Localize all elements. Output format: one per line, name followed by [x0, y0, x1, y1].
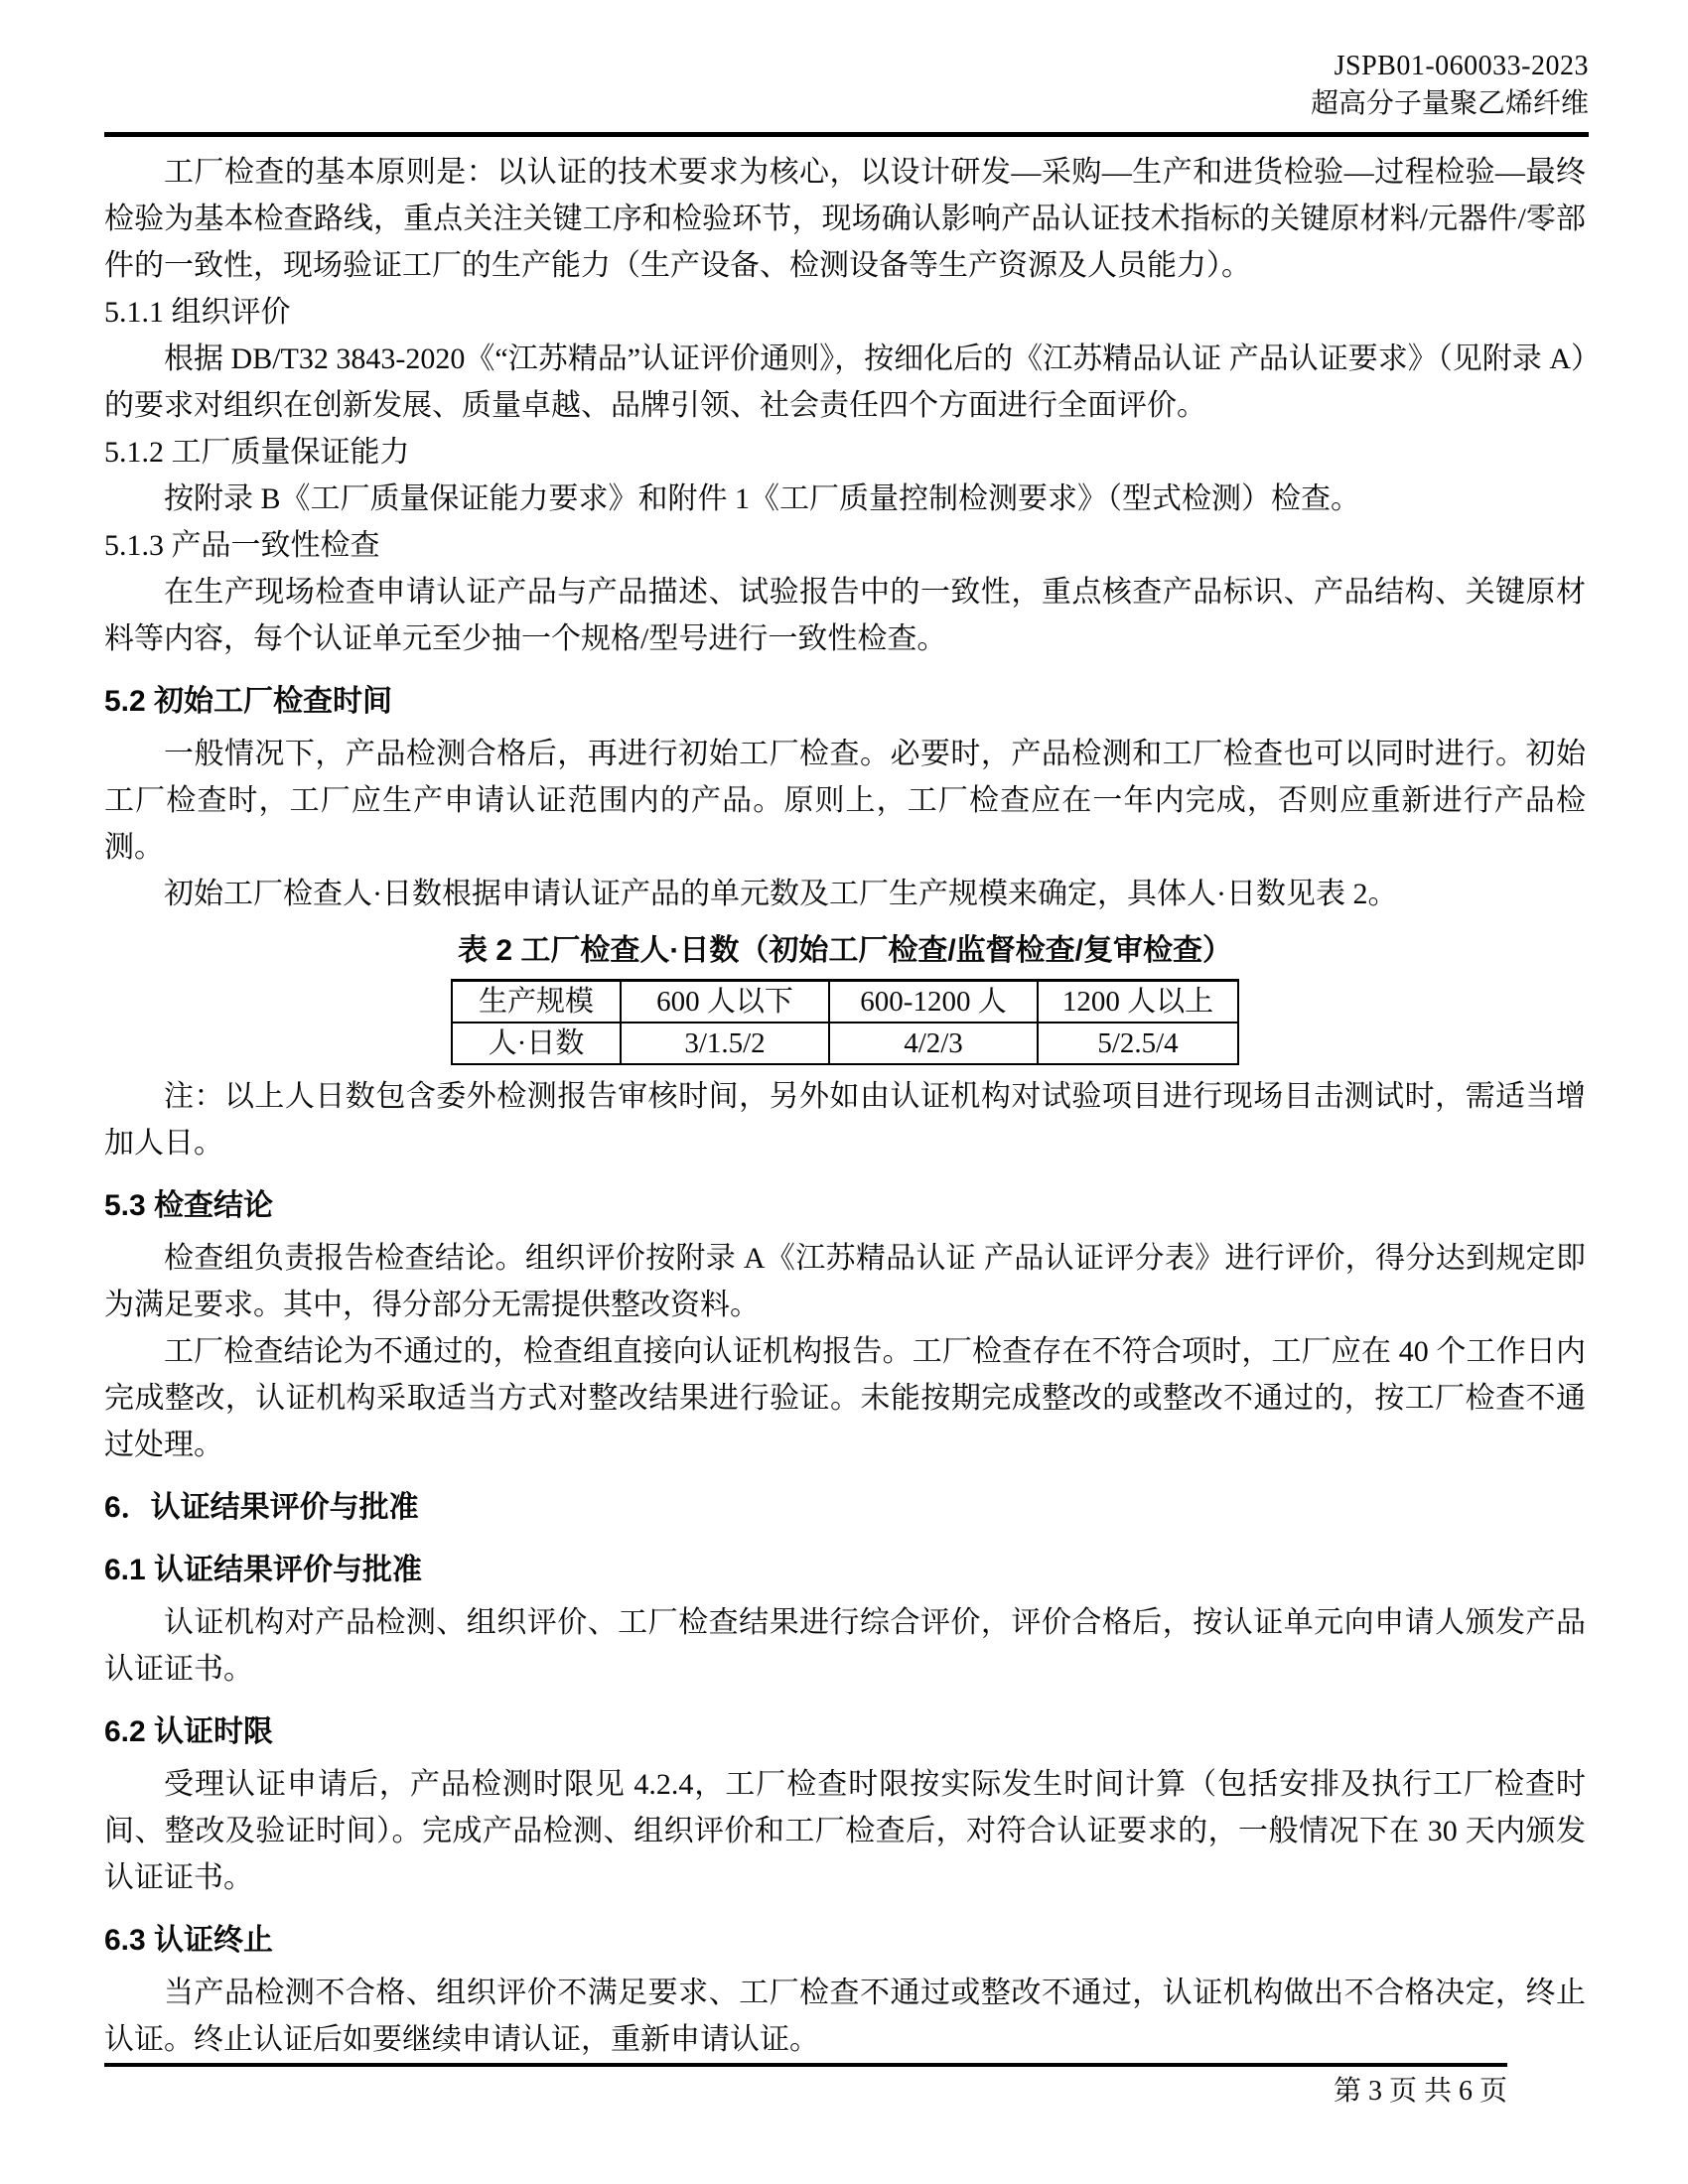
header-rule	[104, 132, 1589, 137]
intro-paragraph: 工厂检查的基本原则是：以认证的技术要求为核心，以设计研发—采购—生产和进货检验—过程检验—最终检验为基本检查路线，重点关注关键工序和检验环节，现场确认影响产品认证技术指标的关键原材料/元器件/零部件的一致性，现场验证工厂的生产能力（生产设备、检测设备等生产资源及人员能力）。	[104, 156, 1586, 282]
paragraph-5-3-b: 工厂检查结论为不通过的，检查组直接向认证机构报告。工厂检查存在不符合项时，工厂应在 40 个工作日内完成整改，认证机构采取适当方式对整改结果进行验证。未能按期完成整改的或整改不通过的，按工厂检查不通过处理。	[104, 1335, 1586, 1461]
table2-title: 表 2 工厂检查人·日数（初始工厂检查/监督检查/复审检查）	[457, 934, 1232, 967]
table2	[451, 979, 1239, 1065]
footer-rule	[104, 2063, 1507, 2067]
table-cell: 600 人以下	[621, 981, 829, 1024]
heading-5-2: 5.2 初始工厂检查时间	[104, 685, 393, 718]
table2-data-row	[452, 1023, 1238, 1064]
page-footer	[104, 2073, 1507, 2111]
heading-6-3: 6.3 认证终止	[104, 1924, 274, 1957]
doc-title: 超高分子量聚乙烯纤维	[1310, 88, 1589, 119]
table-cell: 3/1.5/2	[621, 1023, 829, 1064]
heading-5-1-1: 5.1.1 组织评价	[104, 296, 291, 329]
heading-5-3: 5.3 检查结论	[104, 1189, 274, 1222]
table2-note: 注：以上人日数包含委外检测报告审核时间，另外如由认证机构对试验项目进行现场目击测试时，需适当增加人日。	[104, 1080, 1586, 1160]
paragraph-5-1-2: 按附录 B《工厂质量保证能力要求》和附件 1《工厂质量控制检测要求》（型式检测）检查。	[164, 482, 1361, 515]
paragraph-5-2-b: 初始工厂检查人·日数根据申请认证产品的单元数及工厂生产规模来确定，具体人·日数见表 2。	[164, 878, 1398, 910]
table-cell: 人·日数	[452, 1023, 621, 1064]
heading-6-2: 6.2 认证时限	[104, 1715, 274, 1748]
paragraph-5-1-1: 根据 DB/T32 3843-2020《“江苏精品”认证评价通则》，按细化后的《江苏精品认证 产品认证要求》（见附录 A）的要求对组织在创新发展、质量卓越、品牌引领、社会责任四个方面进行全面评价。	[104, 342, 1586, 422]
paragraph-5-1-3: 在生产现场检查申请认证产品与产品描述、试验报告中的一致性，重点核查产品标识、产品结构、关键原材料等内容，每个认证单元至少抽一个规格/型号进行一致性检查。	[104, 576, 1586, 655]
paragraph-6-1: 认证机构对产品检测、组织评价、工厂检查结果进行综合评价，评价合格后，按认证单元向申请人颁发产品认证证书。	[104, 1606, 1586, 1686]
table2-header-row	[452, 981, 1238, 1024]
paragraph-5-2-a: 一般情况下，产品检测合格后，再进行初始工厂检查。必要时，产品检测和工厂检查也可以同时进行。初始工厂检查时，工厂应生产申请认证范围内的产品。原则上，工厂检查应在一年内完成，否则应重新进行产品检测。	[104, 738, 1586, 864]
document-body	[104, 149, 1586, 2063]
heading-6-1: 6.1 认证结果评价与批准	[104, 1554, 423, 1586]
table-cell: 1200 人以上	[1038, 981, 1238, 1024]
paragraph-5-3-a: 检查组负责报告检查结论。组织评价按附录 A《江苏精品认证 产品认证评分表》进行评价，得分达到规定即为满足要求。其中，得分部分无需提供整改资料。	[104, 1242, 1586, 1321]
paragraph-6-3: 当产品检测不合格、组织评价不满足要求、工厂检查不通过或整改不通过，认证机构做出不合格决定，终止认证。终止认证后如要继续申请认证，重新申请认证。	[104, 1977, 1586, 2056]
table-cell: 4/2/3	[829, 1023, 1038, 1064]
heading-6: 6．认证结果评价与批准	[104, 1491, 419, 1524]
table-cell: 5/2.5/4	[1038, 1023, 1238, 1064]
page-number: 第 3 页 共 6 页	[1333, 2076, 1507, 2107]
paragraph-6-2: 受理认证申请后，产品检测时限见 4.2.4，工厂检查时限按实际发生时间计算（包括安排及执行工厂检查时间、整改及验证时间）。完成产品检测、组织评价和工厂检查后，对符合认证要求的，一般情况下在 30 天内颁发认证证书。	[104, 1768, 1586, 1894]
heading-5-1-2: 5.1.2 工厂质量保证能力	[104, 436, 410, 469]
table-cell: 600-1200 人	[829, 981, 1038, 1024]
heading-5-1-3: 5.1.3 产品一致性检查	[104, 529, 380, 562]
doc-number: JSPB01-060033-2023	[1334, 51, 1589, 81]
table-cell: 生产规模	[452, 981, 621, 1024]
page-header	[104, 48, 1589, 123]
